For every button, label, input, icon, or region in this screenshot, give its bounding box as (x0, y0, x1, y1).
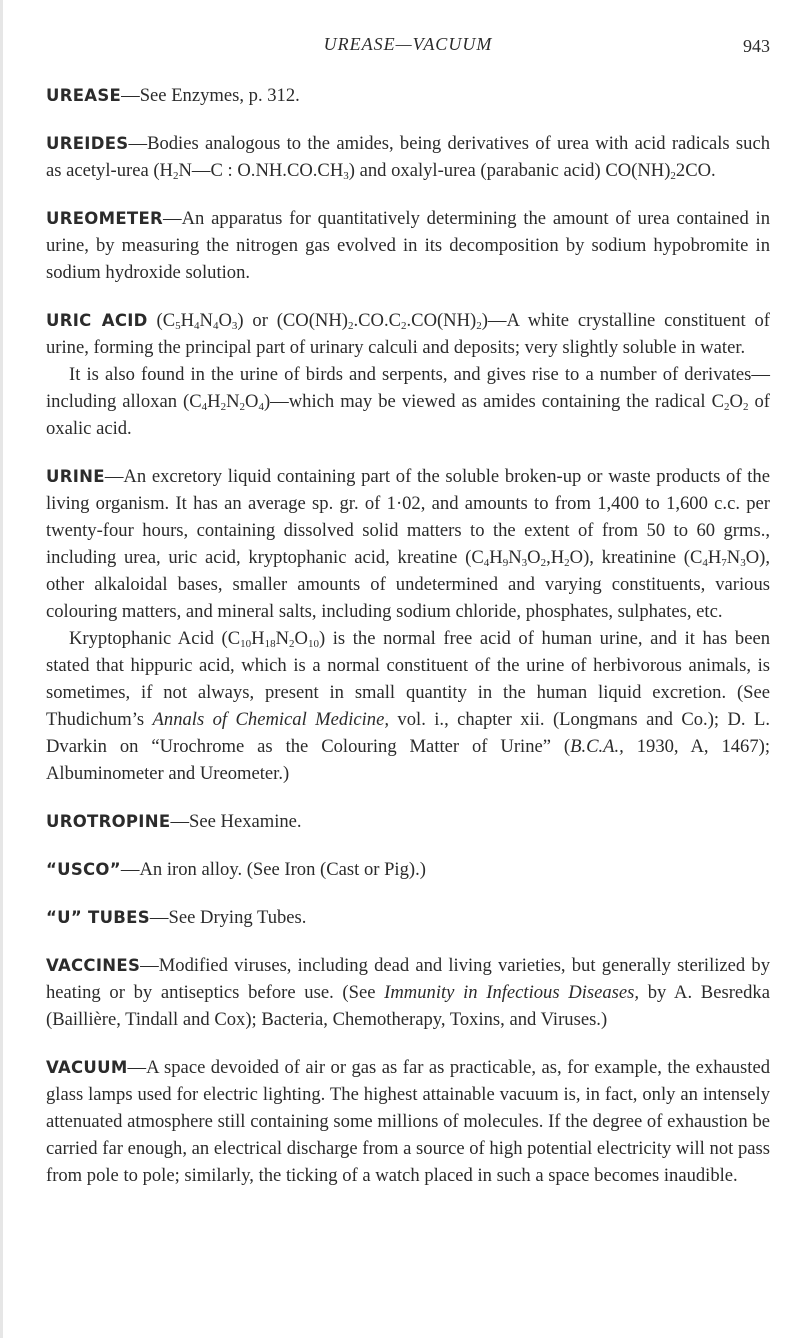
formula-part: (C (147, 310, 176, 331)
journal-abbrev: B.C.A., (570, 736, 624, 757)
entry-ureometer (46, 205, 770, 286)
dictionary-page (46, 34, 770, 1210)
subscript: 10 (307, 638, 319, 650)
formula-part: H (180, 310, 195, 331)
subscript: 18 (264, 638, 276, 650)
subscript: 2 (401, 320, 407, 332)
formula-part: ,H (546, 547, 565, 568)
entry-urine (46, 463, 770, 787)
definition: —An apparatus for quantitatively determining the amount of urea contained in urine, by measuring the nitrogen gas evolved in its decomposition by sodium hypobromite in sodium hydroxide solution. (46, 208, 770, 283)
definition-part: 1930, A, 1467); Albuminometer and Ureometer.) (46, 736, 770, 784)
page-number: 943 (743, 36, 770, 56)
subscript: 2 (289, 638, 295, 650)
subscript: 3 (231, 320, 238, 332)
formula-part: N (508, 547, 522, 568)
subscript: 3 (521, 557, 528, 569)
subscript: 3 (740, 557, 746, 569)
entry-vacuum (46, 1054, 770, 1189)
subscript: 2 (670, 170, 676, 182)
headword: “U” TUBES (46, 908, 150, 927)
running-title: UREASE—VACUUM (323, 34, 493, 54)
headword: UREIDES (46, 134, 129, 153)
definition: )—A white crystalline constituent of urine, forming the principal part of urinary calculi and deposits; very slightly soluble in water. (46, 310, 770, 358)
formula-part: N (199, 310, 213, 331)
formula-part: O (294, 628, 308, 649)
headword: UROTROPINE (46, 812, 171, 831)
subscript: 4 (483, 557, 490, 569)
subscript: 10 (240, 638, 252, 650)
subscript: 9 (502, 557, 509, 569)
entry-ureides (46, 130, 770, 184)
book-title: Immunity in Infectious Diseases, (384, 982, 640, 1003)
headword: URIC ACID (46, 311, 148, 330)
definition: —A space devoided of air or gas as far as practicable, as, for example, the exhausted glass lamps used for electric lighting. The highest attainable vacuum is, in fact, only an intensely attenuated atmosphere still containing some millions of molecules. If the degree of exhaustion be carried far enough, an electrical discharge from a source of high potential electricity will not pass from pole to pole; similarly, the ticking of a watch placed in such a space becomes inaudible. (46, 1057, 770, 1186)
definition: —An iron alloy. (See Iron (Cast or Pig).) (120, 859, 426, 880)
definition-part: —An excretory liquid containing part of the soluble broken-up or waste products of the living organism. It has an average sp. gr. of 1·02, and amounts to from 1,400 to 1,600 c.c. per twenty-four hours, containing dissolved solid matters to the extent of from 50 to 60 grms., including urea, uric acid, kryptophanic acid, kreatine (C (46, 466, 770, 568)
formula-part: H (707, 547, 722, 568)
formula-part: .CO(NH) (406, 310, 477, 331)
subscript: 2 (724, 401, 730, 413)
subscript: 4 (702, 557, 708, 569)
book-title: Annals of Chemical Medicine, (152, 709, 390, 730)
headword: “USCO” (46, 860, 121, 879)
subscript: 2 (172, 170, 179, 182)
entry-uric-acid (46, 307, 770, 442)
entry-urotropine (46, 808, 770, 835)
formula-part: O (218, 310, 232, 331)
definition-part: —Bodies analogous to the amides, being derivatives of urea with acid radicals such as acetyl-urea (H (46, 133, 770, 181)
definition-part: It is also found in the urine of birds and serpents, and gives rise to a number of derivates—including alloxan (C (46, 364, 770, 412)
definition: —See Drying Tubes. (149, 907, 307, 928)
subscript: 5 (175, 320, 181, 332)
formula-part: H (207, 391, 221, 412)
subscript: 2 (347, 320, 354, 332)
subscript: 2 (742, 401, 749, 413)
definition-part: 2CO. (675, 160, 716, 181)
entry-vaccines (46, 952, 770, 1033)
definition-part: N—C : O.NH.CO.CH (178, 160, 344, 181)
subscript: 4 (212, 320, 219, 332)
definition-part: ) and oxalyl-urea (parabanic acid) CO(NH) (348, 160, 671, 181)
definition: —See Enzymes, p. 312. (121, 85, 300, 106)
formula-part: ) or (CO(NH) (237, 310, 348, 331)
entry-usco (46, 856, 770, 883)
running-head (46, 34, 770, 64)
definition-part: vol. i., chapter xii. (Longmans and Co.); D. L. Dvarkin on “Urochrome as the Colouring Matter of Urine” ( (46, 709, 770, 757)
formula-part: O), kreatinine (C (569, 547, 703, 568)
page-edge (0, 0, 3, 1338)
definition: —See Hexamine. (170, 811, 302, 832)
definition-part: )—which may be viewed as amides containing the radical C (263, 391, 725, 412)
subscript: 3 (343, 170, 349, 182)
subscript: 2 (564, 557, 570, 569)
formula-part: H (489, 547, 503, 568)
entry-urease (46, 82, 770, 109)
definition-part: Kryptophanic Acid (C (69, 628, 241, 649)
definition-part: ) is the normal free acid of human urine, and it has been stated that hippuric acid, which is a normal constituent of the urine of herbivorous animals, is sometimes, if not always, present in small quantity in the human liquid excretion. (See Thudichum’s (46, 628, 770, 730)
definition-part: —Modified viruses, including dead and living varieties, but generally sterilized by heating or by antiseptics before use. (See (46, 955, 770, 1003)
subscript: 2 (476, 320, 482, 332)
headword: UREASE (46, 86, 122, 105)
formula-part: O (245, 391, 259, 412)
headword: VACCINES (46, 956, 141, 975)
definition-part: by A. Besredka (Baillière, Tindall and Cox); Bacteria, Chemotherapy, Toxins, and Viruses.) (46, 982, 770, 1030)
formula-part: N (726, 547, 741, 568)
headword: UREOMETER (46, 209, 164, 228)
formula-part: N (226, 391, 240, 412)
subscript: 4 (201, 401, 208, 413)
entry-u-tubes (46, 904, 770, 931)
definition-part: O), other alkaloidal bases, smaller amounts of undetermined and varying constituents, various colouring matters, and mineral salts, including sodium chloride, phosphates, sulphates, etc. (46, 547, 771, 622)
headword: URINE (46, 467, 105, 486)
subscript: 2 (239, 401, 245, 413)
formula-part: N (275, 628, 290, 649)
formula-part: H (251, 628, 265, 649)
formula-part: O (527, 547, 541, 568)
subscript: 4 (194, 320, 200, 332)
subscript: 4 (258, 401, 264, 413)
formula-part: O (729, 391, 743, 412)
formula-part: .CO.C (353, 310, 402, 331)
subscript: 2 (540, 557, 547, 569)
subscript: 2 (220, 401, 227, 413)
headword: VACUUM (46, 1058, 128, 1077)
subscript: 7 (721, 557, 727, 569)
definition-part: of oxalic acid. (46, 391, 770, 439)
